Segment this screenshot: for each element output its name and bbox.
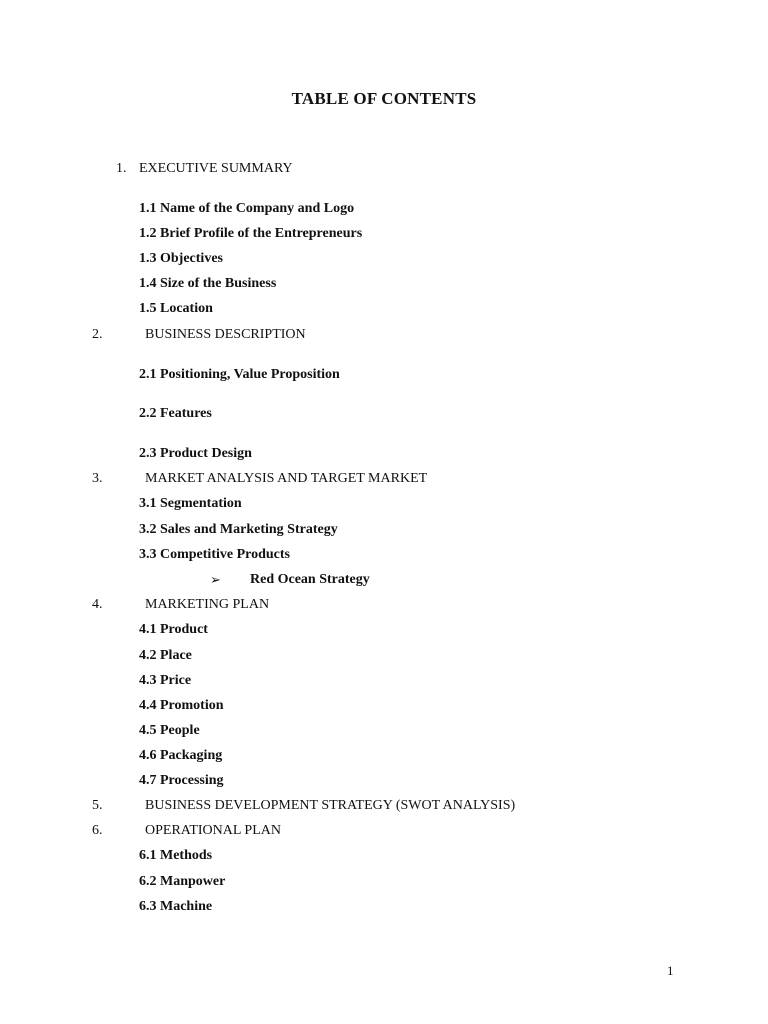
- toc-item-4-4: 4.4 Promotion: [139, 698, 224, 713]
- section-2-heading: BUSINESS DESCRIPTION: [145, 327, 306, 342]
- toc-item-6-1: 6.1 Methods: [139, 848, 213, 863]
- toc-item-3-2: 3.2 Sales and Marketing Strategy: [139, 522, 338, 537]
- section-3-heading: MARKET ANALYSIS AND TARGET MARKET: [145, 471, 428, 486]
- toc-item-4-6: 4.6 Packaging: [139, 748, 223, 763]
- toc-item-2-1: 2.1 Positioning, Value Proposition: [139, 367, 340, 382]
- section-4-heading: MARKETING PLAN: [145, 597, 270, 612]
- toc-bullet-item: Red Ocean Strategy: [250, 572, 370, 587]
- toc-item-3-3: 3.3 Competitive Products: [139, 547, 290, 562]
- toc-item-1-3: 1.3 Objectives: [139, 251, 223, 266]
- toc-item-1-1: 1.1 Name of the Company and Logo: [139, 201, 355, 216]
- section-6-number: 6.: [92, 823, 103, 838]
- section-3-number: 3.: [92, 471, 103, 486]
- toc-item-1-2: 1.2 Brief Profile of the Entrepreneurs: [139, 226, 363, 241]
- toc-item-1-5: 1.5 Location: [139, 301, 213, 316]
- section-2-number: 2.: [92, 327, 103, 342]
- toc-item-4-7: 4.7 Processing: [139, 773, 224, 788]
- section-4-number: 4.: [92, 597, 103, 612]
- page-number: 1: [667, 963, 674, 978]
- section-6-heading: OPERATIONAL PLAN: [145, 823, 281, 838]
- toc-item-2-2: 2.2 Features: [139, 406, 212, 421]
- toc-item-6-2: 6.2 Manpower: [139, 874, 226, 889]
- page-title: TABLE OF CONTENTS: [291, 89, 477, 108]
- toc-item-3-1: 3.1 Segmentation: [139, 496, 242, 511]
- toc-item-1-4: 1.4 Size of the Business: [139, 276, 277, 291]
- toc-item-4-1: 4.1 Product: [139, 622, 208, 637]
- section-1-heading: EXECUTIVE SUMMARY: [139, 161, 293, 176]
- toc-item-4-3: 4.3 Price: [139, 673, 192, 688]
- toc-item-4-2: 4.2 Place: [139, 648, 192, 663]
- toc-item-6-3: 6.3 Machine: [139, 899, 213, 914]
- arrow-bullet-icon: ➢: [210, 572, 221, 587]
- section-5-number: 5.: [92, 798, 103, 813]
- toc-item-2-3: 2.3 Product Design: [139, 446, 252, 461]
- section-1-number: 1.: [116, 161, 127, 176]
- toc-item-4-5: 4.5 People: [139, 723, 200, 738]
- section-5-heading: BUSINESS DEVELOPMENT STRATEGY (SWOT ANALYSIS): [145, 798, 516, 813]
